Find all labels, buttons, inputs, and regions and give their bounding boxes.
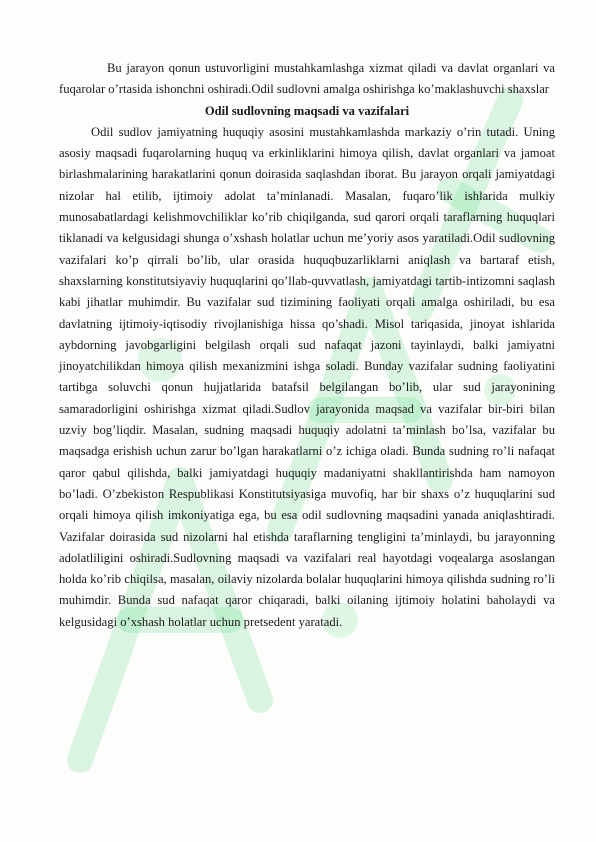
document-body [59, 58, 555, 633]
intro-paragraph: Bu jarayon qonun ustuvorligini mustahkamlashga xizmat qiladi va davlat organlari va fuqarolar o’rtasida ishonchni oshiradi.Odil sudlovni amalga oshirishga ko’maklashuvchi shaxslar [59, 61, 555, 97]
section-heading: Odil sudlovning maqsadi va vazifalari [204, 103, 410, 118]
body-paragraph: Odil sudlov jamiyatning huquqiy asosini mustahkamlashda markaziy o’rin tutadi. Uning asosiy maqsadi fuqarolarning huquq va erkinliklarini himoya qilish, davlat organlari va jamoat birlashmalarining harakatlarini qonun doirasida saqlashdan iborat. Bu jarayon orqali jamiyatdagi nizolar hal etilib, ijtimoiy adolat ta’minlanadi. Masalan, fuqaro’lik ishlarida mulkiy munosabatlardagi kelishmovchiliklar ko’rib chiqilganda, sud qarori orqali taraflarning huquqlari tiklanadi va kelgusidagi shunga o’xshash holatlar uchun me’yoriy asos yaratiladi.Odil sudlovning vazifalari ko’p qirrali bo’lib, ular orasida huquqbuzarliklarni aniqlash va bartaraf etish, shaxslarning konstitutsiyaviy huquqlarini qo’llab-quvvatlash, jamiyatdagi tartib-intizomni saqlash kabi jihatlar muhimdir. Bu vazifalar sud tizimining faoliyati orqali amalga oshiriladi, bu esa davlatning ijtimoiy-iqtisodiy rivojlanishiga hissa qo’shadi. Misol tariqasida, jinoyat ishlarida aybdorning javobgarligini belgilash orqali sud nafaqat jazoni tayinlaydi, balki jamiyatni jinoyatchilikdan himoya qilish mexanizmini ishga soladi. Bunday vazifalar sudning faoliyatini tartibga soluvchi qonun hujjatlarida batafsil belgilangan bo’lib, ular sud jarayonining samaradorligini oshirishga xizmat qiladi.Sudlov jarayonida maqsad va vazifalar bir-biri bilan uzviy bog’liqdir. Masalan, sudning maqsadi huquqiy adolatni ta’minlash bo’lsa, vazifalar bu maqsadga erishish uchun zarur bo’lgan harakatlarni o’z ichiga oladi. Bunda sudning ro’li nafaqat qaror qabul qilishda, balki jamiyatdagi huquqiy madaniyatni shakllantirishda ham namoyon bo’ladi. O’zbekiston Respublikasi Konstitutsiyasiga muvofiq, har bir shaxs o’z huquqlarini sud orqali himoya qilish imkoniyatiga ega, bu esa odil sudlovning maqsadini yanada aniqlashtiradi. Vazifalar doirasida sud nizolarni hal etishda taraflarning tengligini ta’minlaydi, bu jarayonning adolatliligini oshiradi.Sudlovning maqsadi va vazifalari real hayotdagi voqealarga asoslangan holda ko’rib chiqilsa, masalan, oilaviy nizolarda bolalar huquqlarini himoya qilishda sudning ro’li muhimdir. Bunda sud nafaqat qaror chiqaradi, balki oilaning ijtimoiy holatini baholaydi va kelgusidagi o’xshash holatlar uchun pretsedent yaratadi. [59, 124, 555, 629]
